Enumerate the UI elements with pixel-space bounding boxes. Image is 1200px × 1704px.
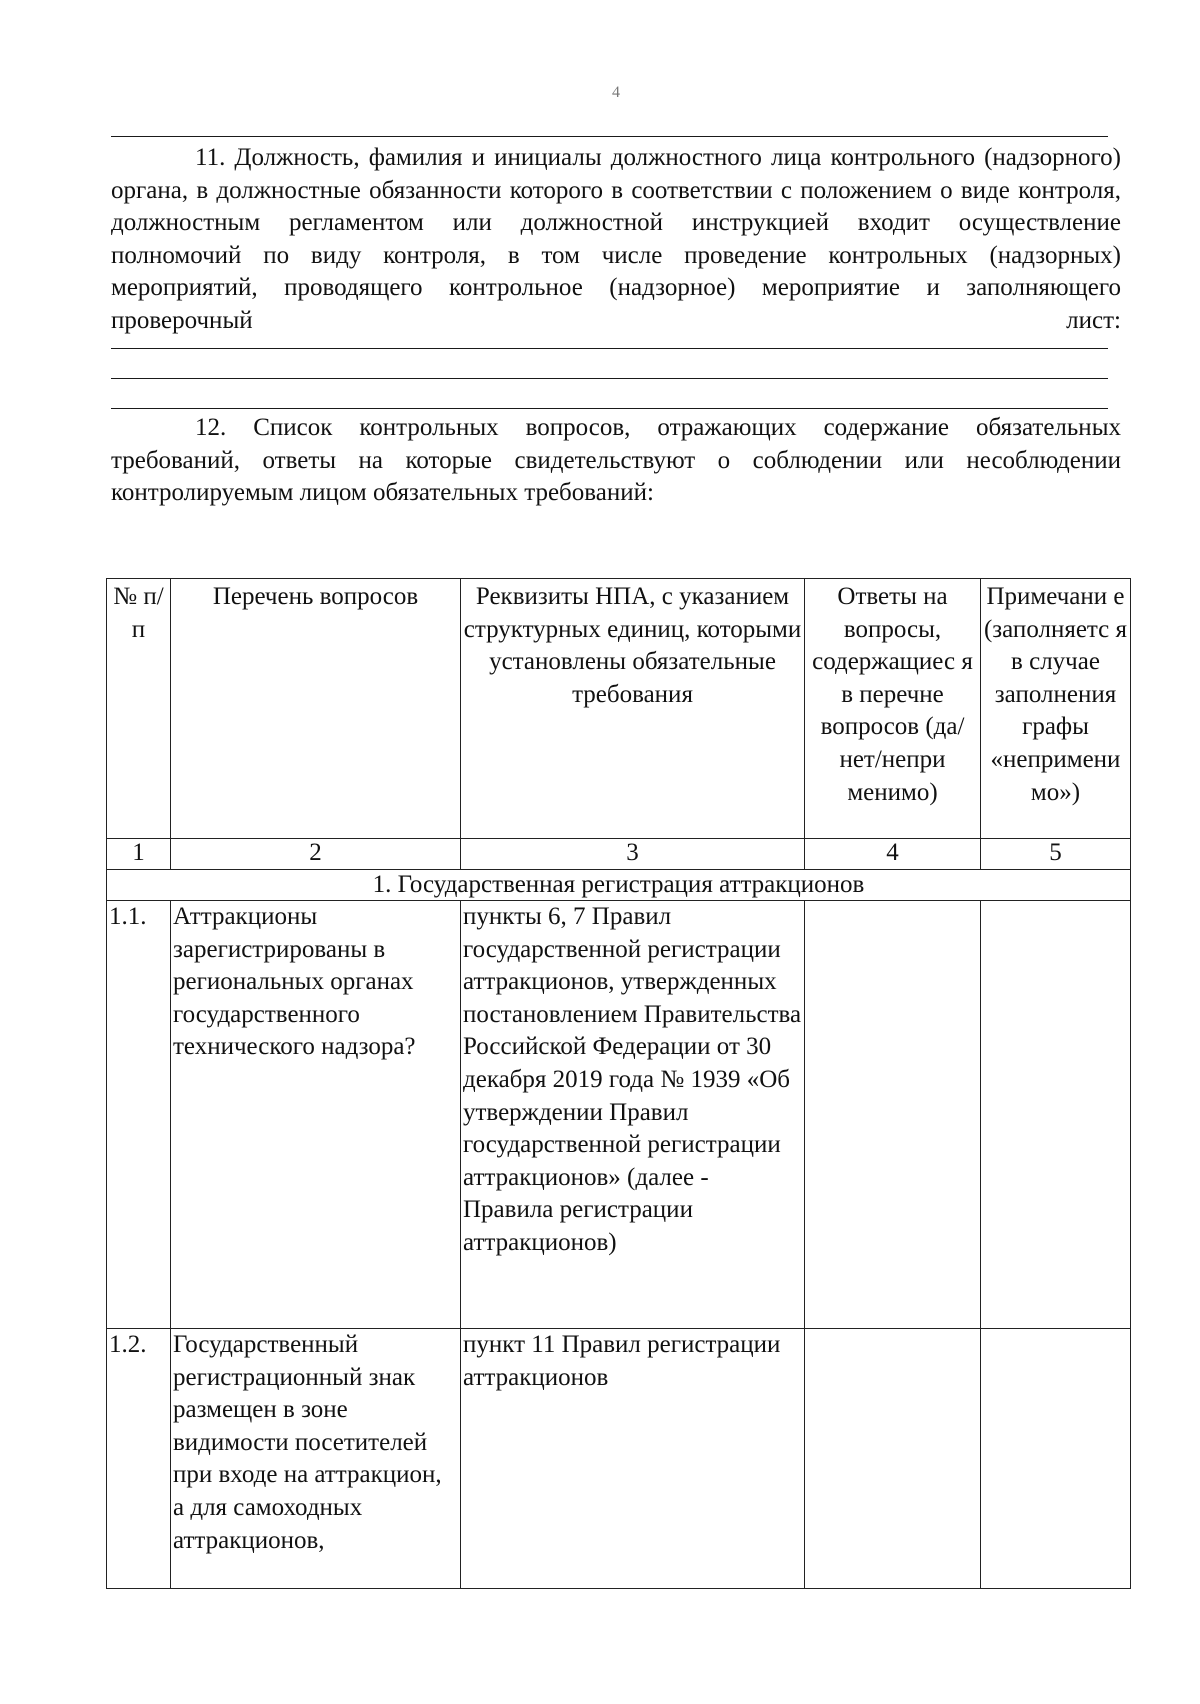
header-questions: Перечень вопросов bbox=[171, 579, 461, 839]
column-number: 1 bbox=[107, 839, 171, 870]
row-index: 1.1. bbox=[107, 901, 171, 1329]
column-number: 5 bbox=[981, 839, 1131, 870]
column-number: 3 bbox=[461, 839, 805, 870]
column-number: 4 bbox=[805, 839, 981, 870]
blank-line-top bbox=[111, 136, 1108, 137]
row-index: 1.2. bbox=[107, 1329, 171, 1589]
page-number: 4 bbox=[612, 84, 620, 101]
row-note-cell[interactable] bbox=[981, 901, 1131, 1329]
paragraph-12: 12. Список контрольных вопросов, отражающих содержание обязательных требований, ответы на которые свидетельствуют о соблюдении или несоблюдении контролируемым лицом обязательных требований: bbox=[111, 414, 1121, 507]
header-number: № п/п bbox=[107, 579, 171, 839]
table-header-row bbox=[107, 579, 1131, 839]
table-row bbox=[107, 1329, 1131, 1589]
table-row bbox=[107, 901, 1131, 1329]
fill-line-1[interactable] bbox=[111, 348, 1108, 349]
column-number-row bbox=[107, 839, 1131, 870]
fill-line-3[interactable] bbox=[111, 408, 1108, 409]
checklist-table bbox=[106, 578, 1131, 1589]
fill-line-2[interactable] bbox=[111, 378, 1108, 379]
row-question: Государственный регистрационный знак размещен в зоне видимости посетителей при входе на аттракцион, а для самоходных аттракционов, bbox=[171, 1329, 461, 1589]
row-answer-cell[interactable] bbox=[805, 1329, 981, 1589]
header-note: Примечани е (заполняетс я в случае заполнения графы «неприменимо») bbox=[981, 579, 1131, 839]
section-title: 1. Государственная регистрация аттракционов bbox=[107, 870, 1131, 901]
header-legal-reference: Реквизиты НПА, с указанием структурных единиц, которыми установлены обязательные требования bbox=[461, 579, 805, 839]
section-row bbox=[107, 870, 1131, 901]
row-question: Аттракционы зарегистрированы в региональных органах государственного технического надзора? bbox=[171, 901, 461, 1329]
column-number: 2 bbox=[171, 839, 461, 870]
row-reference: пункты 6, 7 Правил государственной регистрации аттракционов, утвержденных постановлением Правительства Российской Федерации от 30 декабря 2019 года № 1939 «Об утверждении Правил государственной регистрации аттракционов» (далее - Правила регистрации аттракционов) bbox=[461, 901, 805, 1329]
paragraph-11: 11. Должность, фамилия и инициалы должностного лица контрольного (надзорного) органа, в должностные обязанности которого в соответствии с положением о виде контроля, должностным регламентом или должностной инструкцией входит осуществление полномочий по виду контроля, в том числе проведение контрольных (надзорных) мероприятий, проводящего контрольное (надзорное) мероприятие и заполняющего проверочный лист: bbox=[111, 144, 1121, 334]
row-reference: пункт 11 Правил регистрации аттракционов bbox=[461, 1329, 805, 1589]
header-answers: Ответы на вопросы, содержащиес я в перечне вопросов (да/нет/непри менимо) bbox=[805, 579, 981, 839]
row-note-cell[interactable] bbox=[981, 1329, 1131, 1589]
row-answer-cell[interactable] bbox=[805, 901, 981, 1329]
